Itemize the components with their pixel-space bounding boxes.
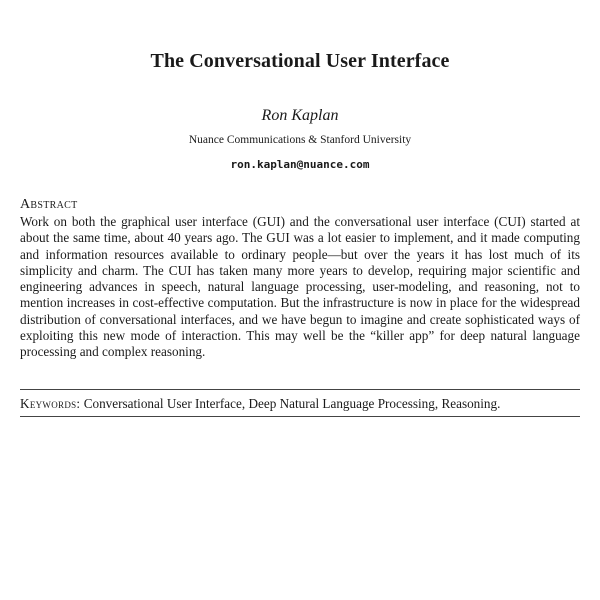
abstract-body: Work on both the graphical user interface (GUI) and the conversational user interface (CUI) started at about the same time, about 40 years ago. The GUI was a lot easier to implement, and it made computing and information resources available to ordinary people—but over the years it has lost much of its simplicity and charm. The CUI has taken many more years to develop, requiring major scientific and engineering advances in speech, natural language processing, user-modeling, and reasoning, not to mention increases in cost-effective computation. But the infrastructure is now in place for the widespread distribution of conversational interfaces, and we have begun to imagine and create sophisticated ways of exploiting this new mode of interaction. This may well be the “killer app” for deep natural language processing and complex reasoning. — [20, 214, 580, 360]
keywords-label: Keywords: — [20, 396, 81, 411]
keywords-line — [20, 396, 580, 412]
abstract-heading: Abstract — [20, 197, 78, 212]
keywords-bottom-rule — [20, 416, 580, 417]
paper-title: The Conversational User Interface — [150, 50, 450, 72]
author-affiliation: Nuance Communications & Stanford University — [188, 134, 412, 146]
author-email: ron.kaplan@nuance.com — [230, 158, 370, 171]
keywords-top-rule — [20, 389, 580, 390]
keywords-text: Conversational User Interface, Deep Natural Language Processing, Reasoning. — [83, 396, 501, 411]
author-name: Ron Kaplan — [261, 107, 339, 124]
